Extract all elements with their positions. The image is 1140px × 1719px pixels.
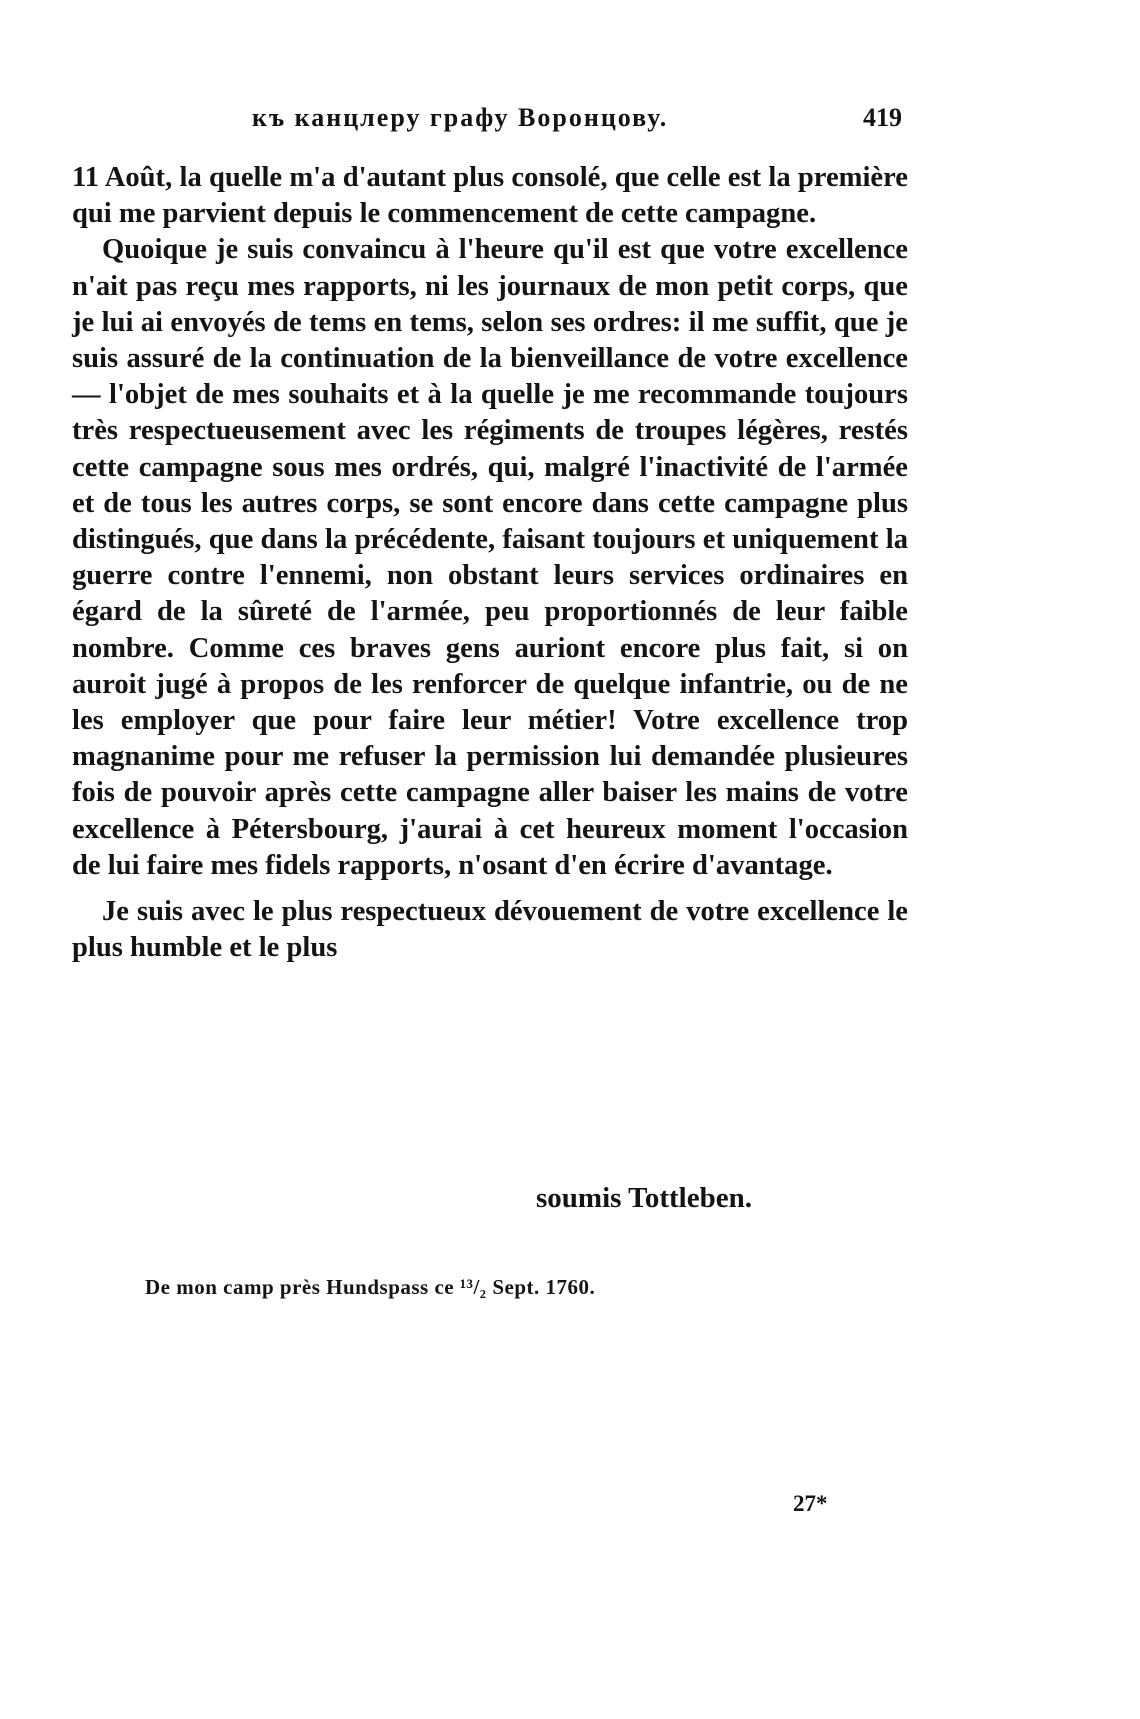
signature-mark: 27* — [793, 1491, 828, 1516]
page-number: 419 — [863, 103, 902, 132]
signature: soumis Tottleben. — [536, 1182, 752, 1214]
letter-body — [72, 160, 908, 966]
running-title: къ канцлеру графу Воронцову. — [252, 103, 669, 132]
running-head — [72, 103, 902, 139]
dateline: De mon camp près Hundspass ce ¹³/₂ Sept. 1760. — [145, 1275, 596, 1299]
paragraph-main: Quoique je suis convaincu à l'heure qu'il est que votre excellence n'ait pas reçu mes rapports, ni les journaux de mon petit corps, que je lui ai envoyés de tems en tems, selon ses ordres: il me suffit, que je suis assuré de la continuation de la bienveillance de votre excellence — l'objet de mes souhaits et à la quelle je me recommande toujours très respectueusement avec les régiments de troupes légères, restés cette campagne sous mes ordrés, qui, malgré l'inactivité de l'armée et de tous les autres corps, se sont encore dans cette campagne plus distingués, que dans la précédente, faisant toujours et uniquement la guerre contre l'ennemi, non obstant leurs services ordinaires en égard de la sûreté de l'armée, peu proportionnés de leur faible nombre. Comme ces braves gens auriont encore plus fait, si on auroit jugé à propos de les renforcer de quelque infantrie, ou de ne les employer que pour faire leur métier! Votre excellence trop magnanime pour me refuser la permission lui demandée plusieures fois de pouvoir après cette campagne aller baiser les mains de votre excellence à Pétersbourg, j'aurai à cet heureux moment l'occasion de lui faire mes fidels rapports, n'osant d'en écrire d'avantage. — [72, 234, 908, 881]
paragraph-closing: Je suis avec le plus respectueux dévouement de votre excellence le plus humble et le plus — [72, 896, 908, 964]
paragraph-continuation: 11 Août, la quelle m'a d'autant plus consolé, que celle est la première qui me parvient depuis le commencement de cette campagne. — [72, 162, 908, 230]
